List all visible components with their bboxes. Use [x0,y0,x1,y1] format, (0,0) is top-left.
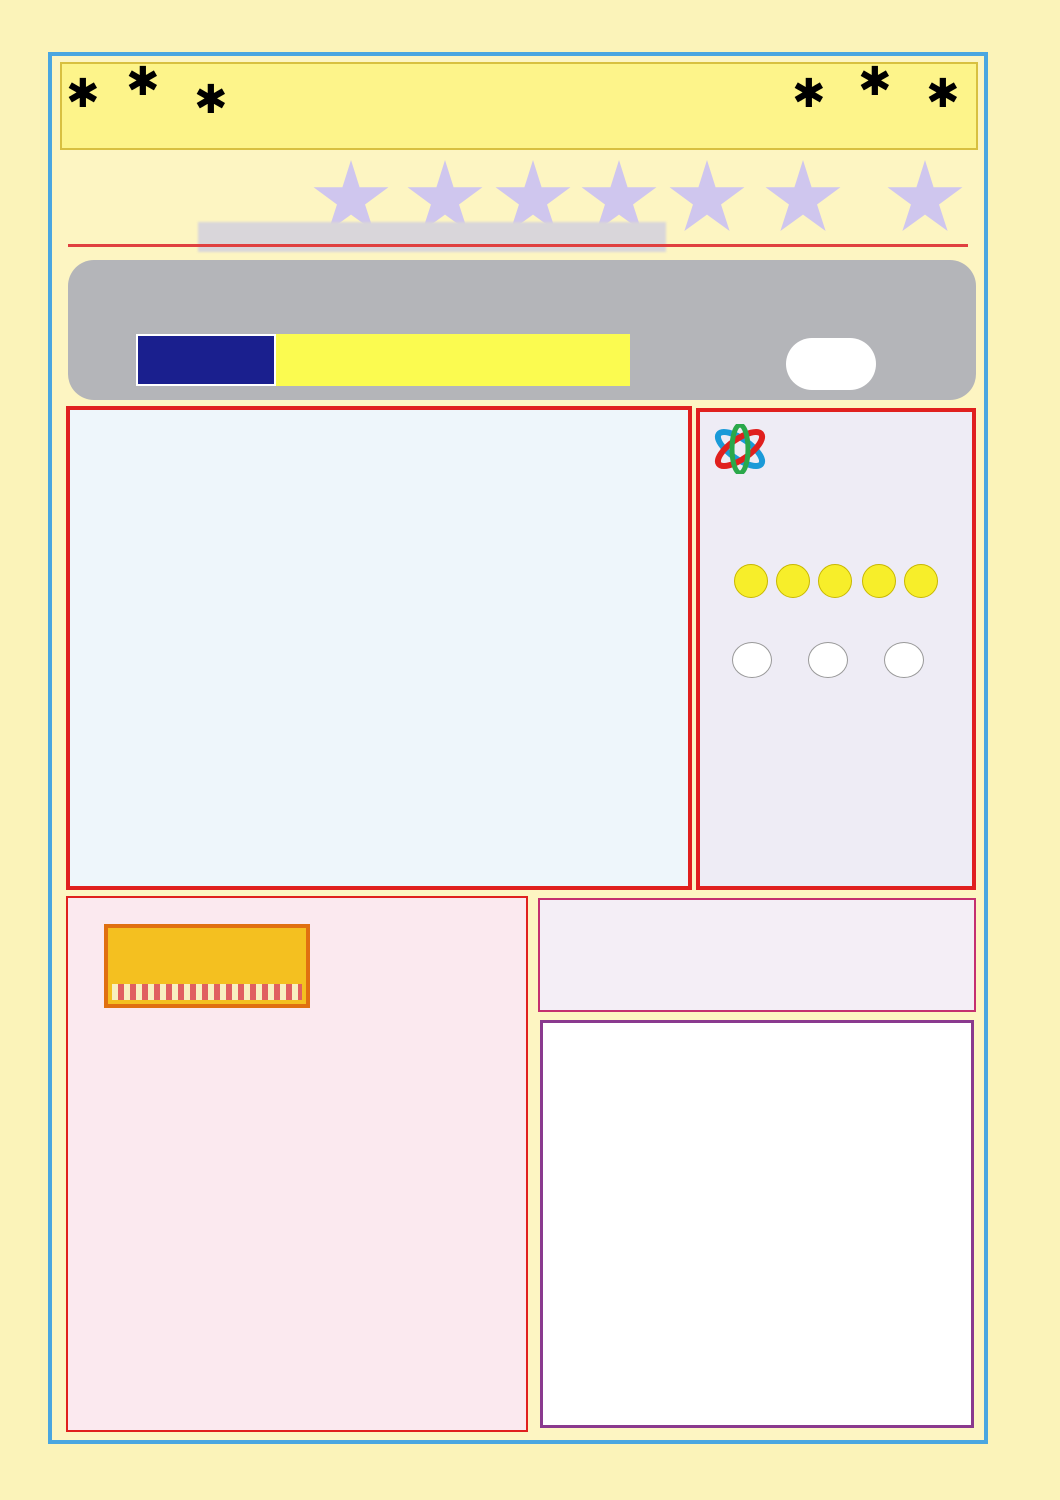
smudge-overlay [198,222,666,252]
flower-icon: ✱ [858,59,892,105]
flower-icon: ✱ [66,71,100,117]
number-ball [776,564,810,598]
riddle-panel [66,406,692,890]
divider [68,244,968,247]
tema-poem-text [276,334,630,386]
blank-panel [540,1020,974,1428]
password-value [786,338,876,390]
number-ball [862,564,896,598]
zodiac-badge [884,642,924,678]
flower-icon: ✱ [792,71,826,117]
humor-badge-strip [112,984,302,1000]
flower-icon: ✱ [194,77,228,123]
number-ball [904,564,938,598]
flower-icon: ✱ [926,71,960,117]
flower-icon: ✱ [126,59,160,105]
number-ball [818,564,852,598]
zodiac-badge [808,642,848,678]
number-ball [734,564,768,598]
atv-logo-icon [710,424,770,474]
side-poem-panel [538,898,976,1012]
tema-poem-label [136,334,276,386]
zodiac-badge [732,642,772,678]
